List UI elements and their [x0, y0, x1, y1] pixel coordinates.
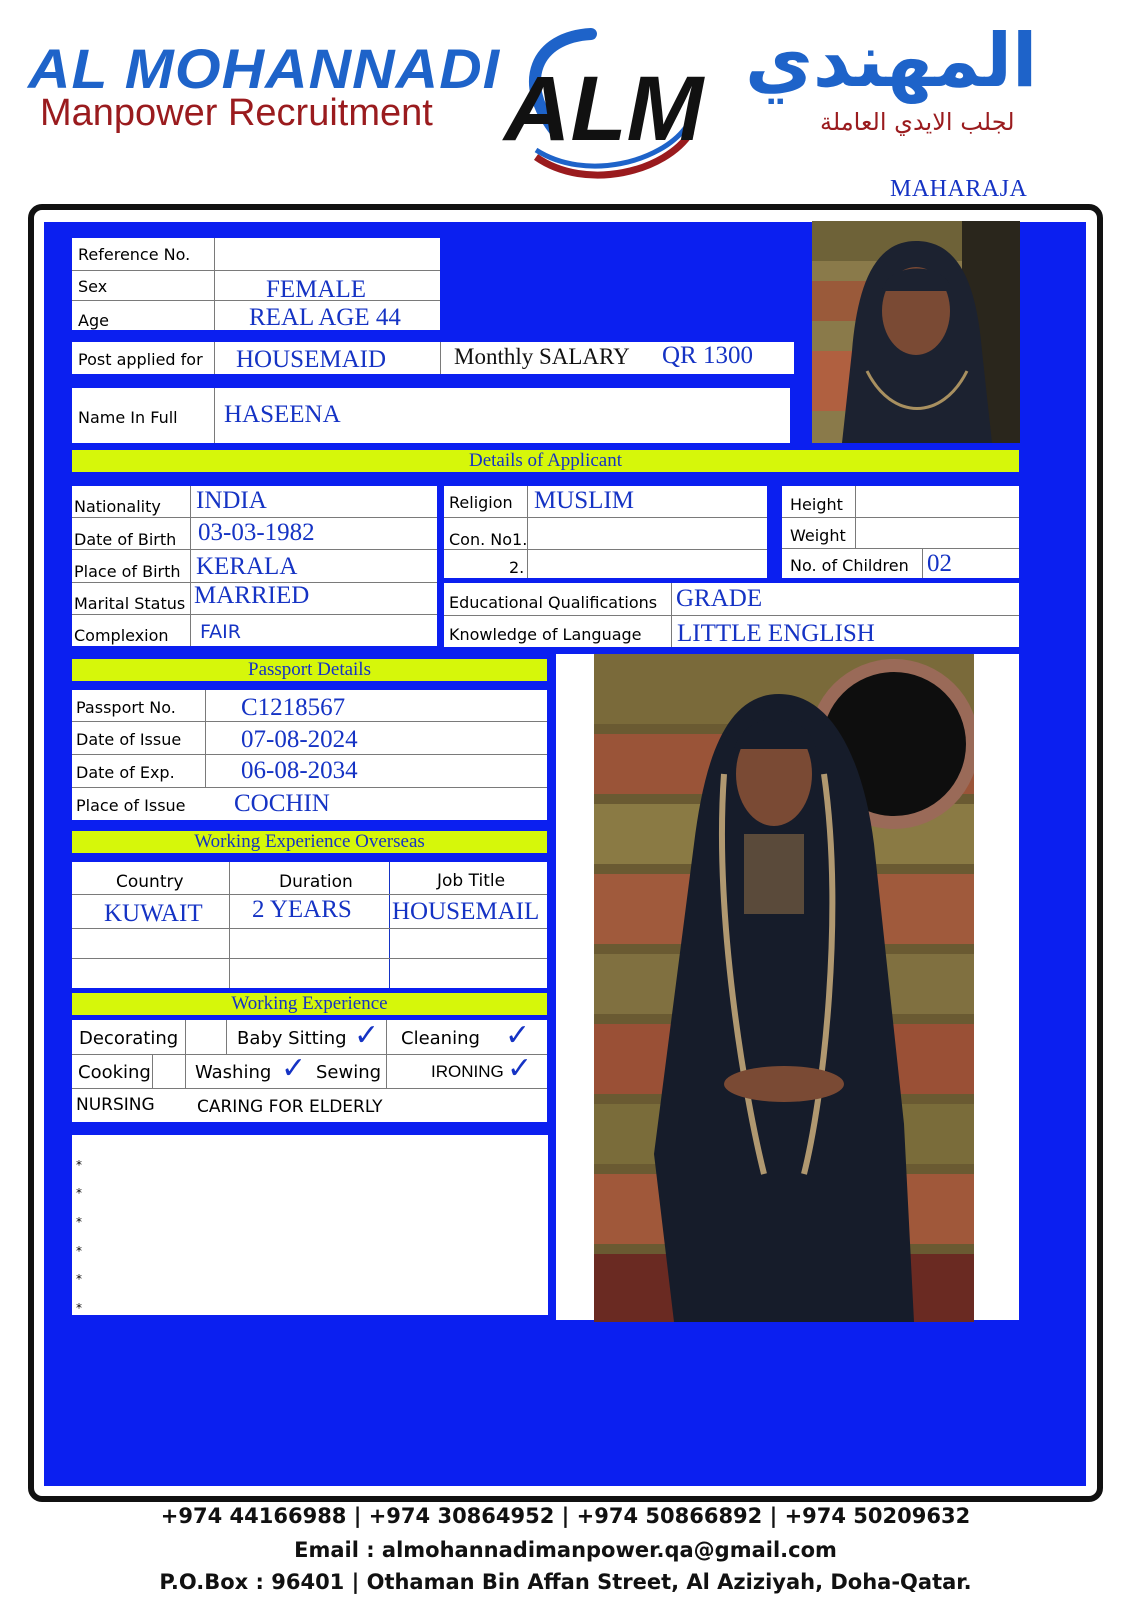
con1-label: Con. No1. [449, 530, 528, 549]
education-label: Educational Qualifications [449, 593, 658, 612]
name-label: Name In Full [78, 408, 178, 427]
children-value: 02 [927, 550, 952, 577]
marital-value: MARRIED [194, 582, 310, 609]
skill-nursing: NURSING [76, 1095, 155, 1115]
overseas-experience-heading: Working Experience Overseas [72, 831, 547, 853]
skill-ironing: IRONING [431, 1062, 504, 1081]
reference-label: Reference No. [78, 245, 191, 264]
overseas-row-duration: 2 YEARS [252, 896, 352, 923]
pob-value: KERALA [196, 553, 298, 580]
issue-place-value: COCHIN [234, 790, 330, 817]
age-value: REAL AGE 44 [249, 304, 401, 331]
children-label: No. of Children [790, 556, 909, 575]
company-subtitle-english: Manpower Recruitment [40, 92, 433, 134]
name-value: HASEENA [224, 401, 341, 428]
washing-check-icon: ✓ [281, 1051, 307, 1086]
overseas-row-job-title: HOUSEMAIL [392, 898, 540, 925]
overseas-header-country: Country [116, 872, 184, 892]
salary-value: QR 1300 [662, 342, 753, 369]
footer-address: P.O.Box : 96401 | Othaman Bin Affan Street, Al Aziziyah, Doha-Qatar. [159, 1570, 972, 1594]
sex-label: Sex [78, 277, 108, 296]
expiry-date-label: Date of Exp. [76, 763, 175, 782]
expiry-date-value: 06-08-2034 [241, 757, 358, 784]
language-value: LITTLE ENGLISH [677, 620, 875, 647]
footer-email: Email : almohannadimanpower.qa@gmail.com [294, 1538, 837, 1562]
working-experience-heading: Working Experience [72, 993, 547, 1015]
issue-date-value: 07-08-2024 [241, 726, 358, 753]
overseas-header-job-title: Job Title [437, 871, 506, 891]
skill-caring-for-elderly: CARING FOR ELDERLY [197, 1097, 383, 1117]
company-name-arabic: المهندي [745, 18, 1038, 104]
skill-baby-sitting: Baby Sitting [237, 1028, 347, 1049]
post-label: Post applied for [78, 350, 203, 369]
skill-sewing: Sewing [316, 1062, 382, 1083]
overseas-row-country: KUWAIT [104, 900, 203, 927]
overseas-header-duration: Duration [279, 872, 353, 892]
baby-sitting-check-icon: ✓ [354, 1018, 380, 1053]
applicant-full-photo [594, 654, 974, 1322]
education-value: GRADE [676, 585, 763, 612]
alm-logo-text: ALM [504, 58, 704, 160]
religion-value: MUSLIM [534, 487, 635, 514]
details-of-applicant-heading: Details of Applicant [72, 450, 1019, 472]
skill-decorating: Decorating [79, 1028, 179, 1049]
notes-box [72, 1135, 548, 1315]
height-label: Height [790, 495, 843, 514]
complexion-value: FAIR [200, 621, 241, 643]
note-bullet-4: * [76, 1244, 82, 1258]
dob-label: Date of Birth [74, 530, 177, 549]
note-bullet-2: * [76, 1186, 82, 1200]
ironing-check-icon: ✓ [507, 1051, 533, 1086]
passport-no-label: Passport No. [76, 698, 176, 717]
footer-phones: +974 44166988 | +974 30864952 | +974 50866892 | +974 50209632 [160, 1504, 971, 1528]
company-name-english: AL MOHANNADI [28, 37, 501, 100]
agent-name: MAHARAJA [890, 176, 1028, 202]
name-row [72, 388, 790, 443]
post-value: HOUSEMAID [236, 346, 386, 373]
note-bullet-5: * [76, 1272, 82, 1286]
company-subtitle-arabic: لجلب الايدي العاملة [820, 108, 1015, 136]
issue-place-label: Place of Issue [76, 796, 186, 815]
cleaning-check-icon: ✓ [505, 1018, 531, 1053]
nationality-value: INDIA [196, 487, 267, 514]
con2-label: 2. [509, 558, 525, 577]
passport-no-value: C1218567 [241, 694, 346, 721]
salary-label: Monthly SALARY [454, 344, 630, 369]
note-bullet-1: * [76, 1158, 82, 1172]
sex-value: FEMALE [266, 276, 366, 303]
alm-logo [496, 22, 726, 182]
skill-washing: Washing [195, 1062, 272, 1083]
language-label: Knowledge of Language [449, 625, 642, 644]
dob-value: 03-03-1982 [198, 519, 315, 546]
skill-cleaning: Cleaning [401, 1028, 480, 1049]
passport-details-heading: Passport Details [72, 659, 547, 681]
pob-label: Place of Birth [74, 562, 181, 581]
nationality-label: Nationality [74, 497, 161, 516]
complexion-label: Complexion [74, 626, 169, 645]
skill-cooking: Cooking [78, 1062, 151, 1083]
age-label: Age [78, 311, 109, 330]
issue-date-label: Date of Issue [76, 730, 182, 749]
applicant-portrait-photo [812, 221, 1020, 443]
note-bullet-3: * [76, 1215, 82, 1229]
note-bullet-6: * [76, 1301, 82, 1315]
religion-label: Religion [449, 493, 513, 512]
weight-label: Weight [790, 526, 846, 545]
marital-label: Marital Status [74, 594, 186, 613]
